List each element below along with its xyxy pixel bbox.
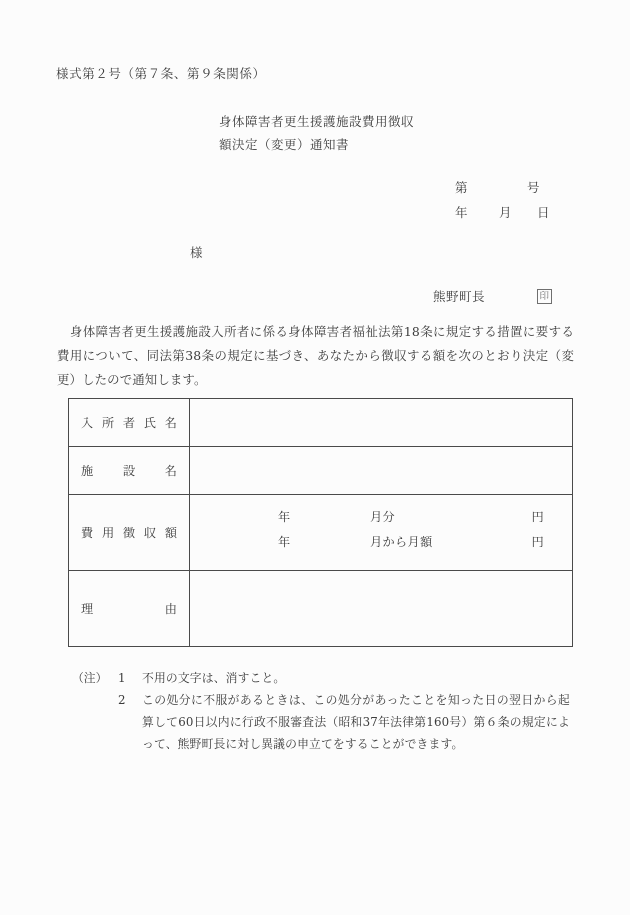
document-number-prefix: 第 <box>455 180 469 195</box>
document-number-suffix: 号 <box>527 180 541 195</box>
table-row <box>69 447 573 495</box>
date-day-label: 日 <box>537 205 551 220</box>
document-title-line-1: 身体障害者更生援護施設費用徴収 <box>219 114 415 129</box>
table-row <box>69 495 573 571</box>
document-title-line-2: 額決定（変更）通知書 <box>219 137 350 152</box>
table-row <box>69 571 573 647</box>
note-item <box>72 667 572 689</box>
note-number-2: 2 <box>118 693 126 707</box>
table-row <box>69 399 573 447</box>
fee-table <box>68 398 573 647</box>
row-label-resident-name: 入所者氏名 <box>69 399 190 447</box>
date-month-label: 月 <box>499 205 513 220</box>
notes-section <box>72 667 572 755</box>
fee-year-label-2: 年 <box>278 535 291 549</box>
fee-year-label-1: 年 <box>278 510 291 524</box>
note-number-1: 1 <box>118 671 126 685</box>
fee-unit-label-1: 円 <box>531 510 544 524</box>
date-year-label: 年 <box>455 205 469 220</box>
row-value-reason[interactable] <box>190 571 573 647</box>
note-text-2: この処分に不服があるときは、この処分があったことを知った日の翌日から起算して60日以内に行政不服審査法（昭和37年法律第160号）第６条の規定によって、熊野町長に対し異議の申立てをすることができます。 <box>142 693 570 751</box>
issuer-block <box>433 287 552 305</box>
row-label-facility-name: 施設名 <box>69 447 190 495</box>
row-label-collection-amount: 費用徴収額 <box>69 495 190 571</box>
row-value-collection-amount[interactable] <box>190 495 573 571</box>
fee-line-monthly-from <box>200 533 562 550</box>
row-value-resident-name[interactable] <box>190 399 573 447</box>
form-number: 様式第２号（第７条、第９条関係） <box>56 66 266 81</box>
document-number-line <box>455 178 573 196</box>
addressee-honorific: 様 <box>190 245 203 260</box>
document-title <box>219 110 414 156</box>
note-item <box>72 689 572 755</box>
seal-icon: 印 <box>537 289 552 304</box>
row-label-reason: 理由 <box>69 571 190 647</box>
issuer-name: 熊野町長 <box>433 289 486 304</box>
document-date-line <box>455 203 573 221</box>
fee-period-label-2: 月から月額 <box>370 535 433 549</box>
row-value-facility-name[interactable] <box>190 447 573 495</box>
fee-line-single-month <box>200 508 562 525</box>
note-text-1: 不用の文字は、消すこと。 <box>142 671 286 685</box>
body-paragraph: 身体障害者更生援護施設入所者に係る身体障害者福祉法第18条に規定する措置に要する費用について、同法第38条の規定に基づき、あなたから徴収する額を次のとおり決定（変更）したので通知します。 <box>57 324 574 387</box>
fee-period-label-1: 月分 <box>370 510 395 524</box>
fee-unit-label-2: 円 <box>531 535 544 549</box>
notes-heading: （注） <box>72 671 108 685</box>
